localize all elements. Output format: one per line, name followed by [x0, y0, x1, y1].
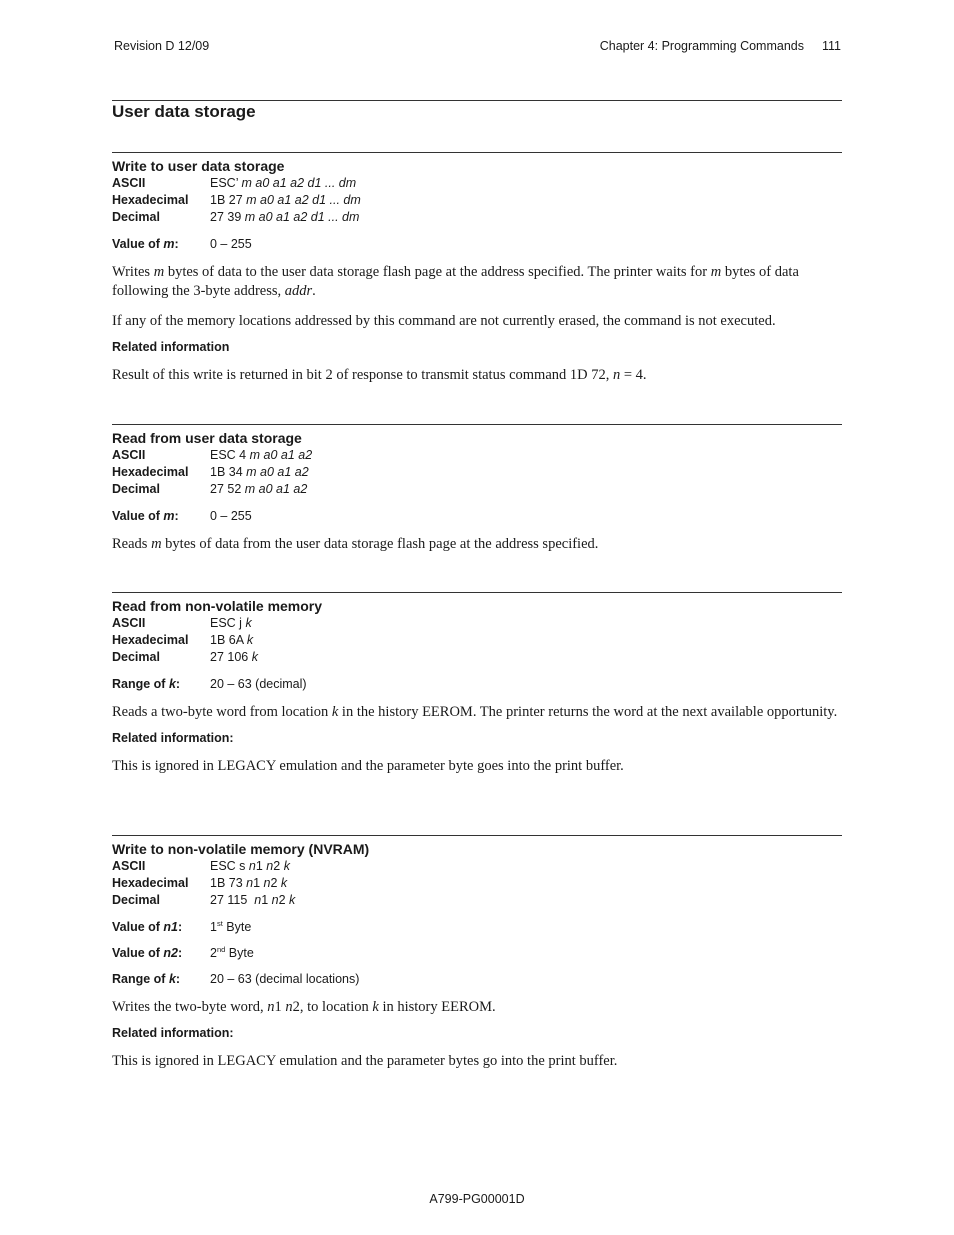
- related-info-heading: Related information:: [112, 1026, 234, 1041]
- command-title: Read from non-volatile memory: [112, 598, 323, 614]
- param-value: 0 – 255: [210, 508, 252, 523]
- decimal-value: 27 39 m a0 a1 a2 d1 ... dm: [210, 210, 360, 225]
- hex-value: 1B 34 m a0 a1 a2: [210, 465, 309, 480]
- decimal-row: [112, 209, 842, 226]
- hex-label: Hexadecimal: [112, 465, 189, 480]
- command-title: Write to non-volatile memory (NVRAM): [112, 841, 370, 857]
- related-info-heading: Related information:: [112, 731, 234, 746]
- ascii-value: ESC s n1 n2 k: [210, 859, 290, 873]
- param-label: Value of n2:: [112, 945, 183, 960]
- command-read-user-data: [112, 425, 842, 554]
- param-label: Value of m:: [112, 236, 179, 251]
- description-paragraph: Writes m bytes of data to the user data storage flash page at the address specified. The printer waits for m bytes of data following the 3-byte address, addr.: [112, 263, 799, 300]
- decimal-row: [112, 481, 842, 498]
- param-row: [112, 508, 842, 525]
- param-value: 20 – 63 (decimal): [210, 676, 307, 691]
- ascii-value: ESC 4 m a0 a1 a2: [210, 448, 313, 462]
- hex-row: [112, 192, 842, 209]
- param-value: 0 – 255: [210, 236, 252, 251]
- ascii-row: [112, 615, 842, 632]
- description-paragraph: Reads m bytes of data from the user data storage flash page at the address specified.: [112, 535, 599, 552]
- related-info-heading: Related information: [112, 340, 230, 355]
- ascii-label: ASCII: [112, 176, 146, 190]
- related-info-text: This is ignored in LEGACY emulation and the parameter bytes go into the print buffer.: [112, 1053, 618, 1070]
- hex-value: 1B 27 m a0 a1 a2 d1 ... dm: [210, 193, 361, 208]
- param-row-k: [112, 971, 842, 988]
- header-chapter-info: [600, 39, 841, 53]
- decimal-value: 27 106 k: [210, 650, 258, 665]
- footer-document-id: A799-PG00001D: [429, 1192, 525, 1206]
- param-row: [112, 236, 842, 253]
- section-title: User data storage: [112, 102, 256, 121]
- hex-value: 1B 73 n1 n2 k: [210, 876, 288, 891]
- ascii-label: ASCII: [112, 859, 146, 873]
- ascii-row: [112, 447, 842, 464]
- ascii-row: [112, 858, 842, 875]
- ascii-value: ESC j k: [210, 616, 252, 630]
- description-paragraph: Writes the two-byte word, n1 n2, to location k in history EEROM.: [112, 998, 496, 1015]
- description-paragraph: If any of the memory locations addressed by this command are not currently erased, the command is not executed.: [112, 312, 776, 329]
- decimal-value: 27 52 m a0 a1 a2: [210, 482, 308, 497]
- decimal-row: [112, 892, 842, 909]
- decimal-row: [112, 649, 842, 666]
- hex-label: Hexadecimal: [112, 193, 189, 208]
- param-row: [112, 676, 842, 693]
- hex-row: [112, 875, 842, 892]
- hex-row: [112, 464, 842, 481]
- related-info-text: Result of this write is returned in bit 2 of response to transmit status command 1D 72, n = 4.: [112, 367, 647, 384]
- hex-label: Hexadecimal: [112, 876, 189, 891]
- param-value: 1st Byte: [210, 918, 252, 934]
- command-title: Write to user data storage: [112, 158, 285, 174]
- command-write-nvram: [112, 836, 842, 1072]
- param-value: 2nd Byte: [210, 944, 254, 960]
- decimal-label: Decimal: [112, 482, 160, 497]
- decimal-label: Decimal: [112, 893, 160, 908]
- command-write-user-data: [112, 153, 842, 386]
- page-number: 111: [821, 39, 841, 53]
- param-row-n2: [112, 945, 842, 962]
- ascii-label: ASCII: [112, 448, 146, 462]
- param-label: Range of k:: [112, 676, 181, 691]
- ascii-value: ESC’ m a0 a1 a2 d1 ... dm: [210, 176, 357, 190]
- decimal-label: Decimal: [112, 650, 160, 665]
- param-label: Range of k:: [112, 971, 181, 986]
- section-divider: [112, 100, 842, 101]
- hex-label: Hexadecimal: [112, 633, 189, 648]
- param-label: Value of m:: [112, 508, 179, 523]
- hex-value: 1B 6A k: [210, 633, 254, 648]
- header-chapter: Chapter 4: Programming Commands: [599, 39, 804, 53]
- header-revision: Revision D 12/09: [114, 39, 210, 53]
- param-row-n1: [112, 919, 842, 936]
- related-info-text: This is ignored in LEGACY emulation and the parameter byte goes into the print buffer.: [112, 758, 624, 775]
- param-label: Value of n1:: [112, 919, 183, 934]
- command-read-nvram: [112, 593, 842, 777]
- param-value: 20 – 63 (decimal locations): [210, 971, 360, 986]
- decimal-label: Decimal: [112, 210, 160, 225]
- ascii-label: ASCII: [112, 616, 146, 630]
- ascii-row: [112, 175, 842, 192]
- decimal-value: 27 115 n1 n2 k: [210, 893, 296, 908]
- hex-row: [112, 632, 842, 649]
- description-paragraph: Reads a two-byte word from location k in the history EEROM. The printer returns the word at the next available opportunity.: [112, 703, 838, 720]
- command-title: Read from user data storage: [112, 430, 302, 446]
